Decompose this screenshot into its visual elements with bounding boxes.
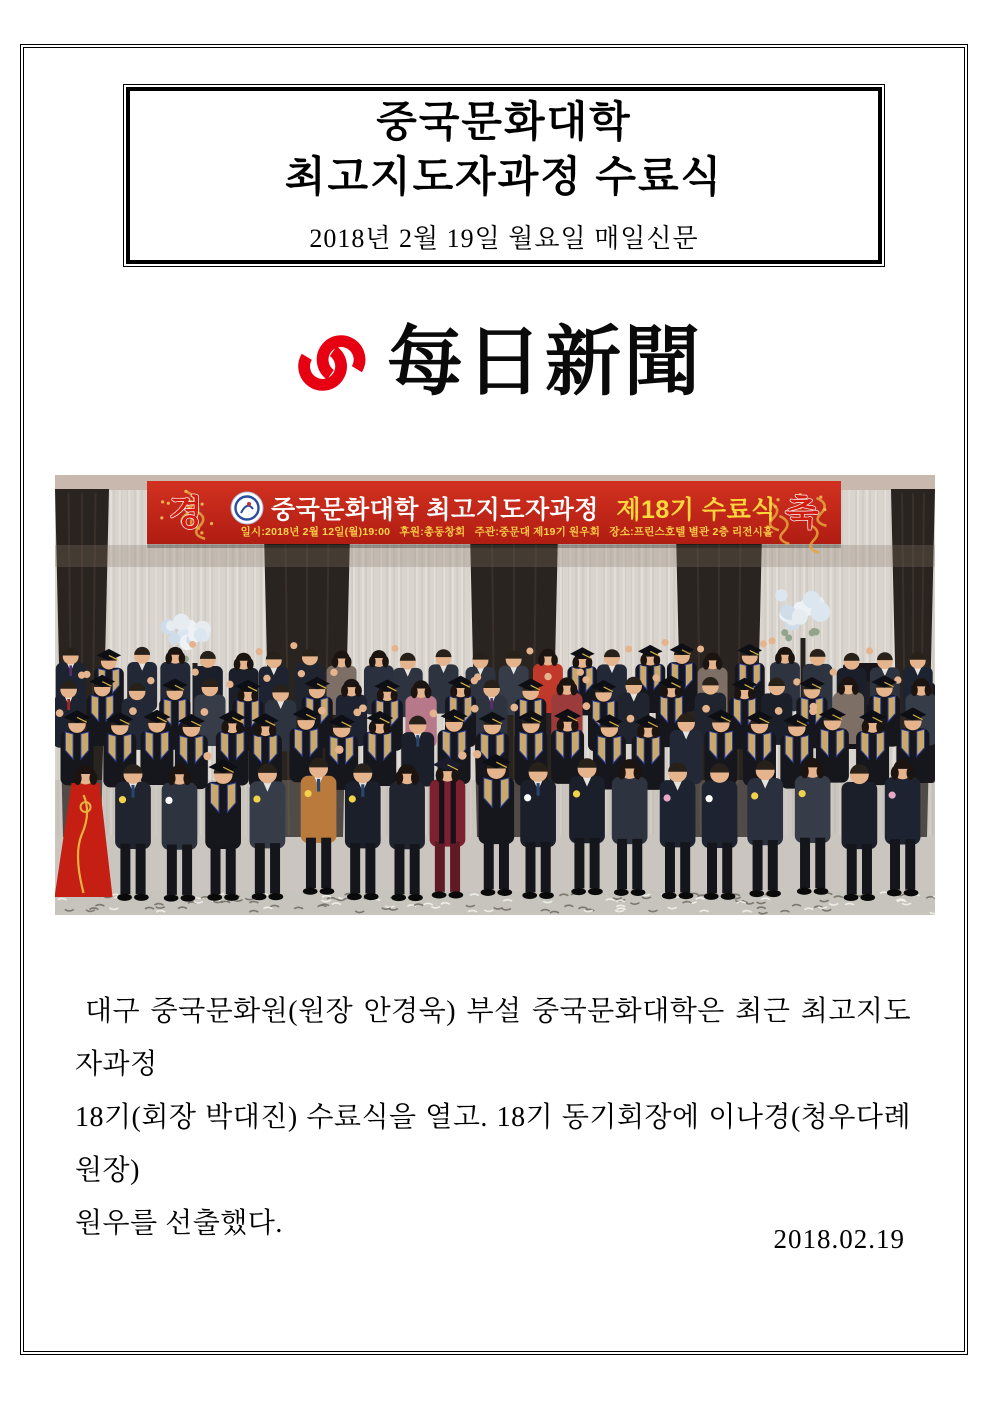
article-line1: 대구 중국문화원(원장 안경욱) 부설 중국문화대학은 최근 최고지도자과정 [75, 996, 911, 1080]
svg-text:중국문화대학 최고지도자과정 제18기 [271, 495, 776, 524]
headline-line1: 중국문화대학 [376, 100, 632, 146]
headline-subtitle: 2018년 2월 19일 월요일 매일신문 [309, 224, 699, 253]
article-body [75, 985, 911, 1250]
ceremony-photo-svg [55, 475, 935, 915]
banner-left-char: 경 [169, 494, 203, 533]
banner-emblem-icon [231, 492, 263, 524]
newspaper-logo-text: 每日新聞 [387, 321, 703, 405]
ceremony-photo [55, 475, 935, 915]
banner-title-main: 중국문화대학 최고지도자과정 [271, 496, 599, 524]
headline-box [123, 84, 885, 267]
article-line2: 18기(회장 박대진) 수료식을 열고. 18기 동기회장에 이나경(청우다례원장) [75, 1102, 911, 1186]
banner-right-char: 축 [785, 494, 819, 533]
newspaper-logo [0, 320, 992, 406]
maeil-emblem-icon [289, 321, 373, 405]
photo-banner [147, 481, 841, 553]
headline-line2: 최고지도자과정 수료식 [284, 155, 724, 201]
document-date: 2018.02.19 [773, 1224, 905, 1254]
banner-title-highlight: 제18기 수료식 [616, 496, 776, 524]
banner-info-line: 일시:2018년 2월 12일(월)19:00 후원:총동창회 주관:중문대 제19기 원우회 장소:프린스호텔 별관 2층 리전시홀 [240, 526, 774, 538]
article-line3: 원우를 선출했다. [75, 1208, 283, 1239]
